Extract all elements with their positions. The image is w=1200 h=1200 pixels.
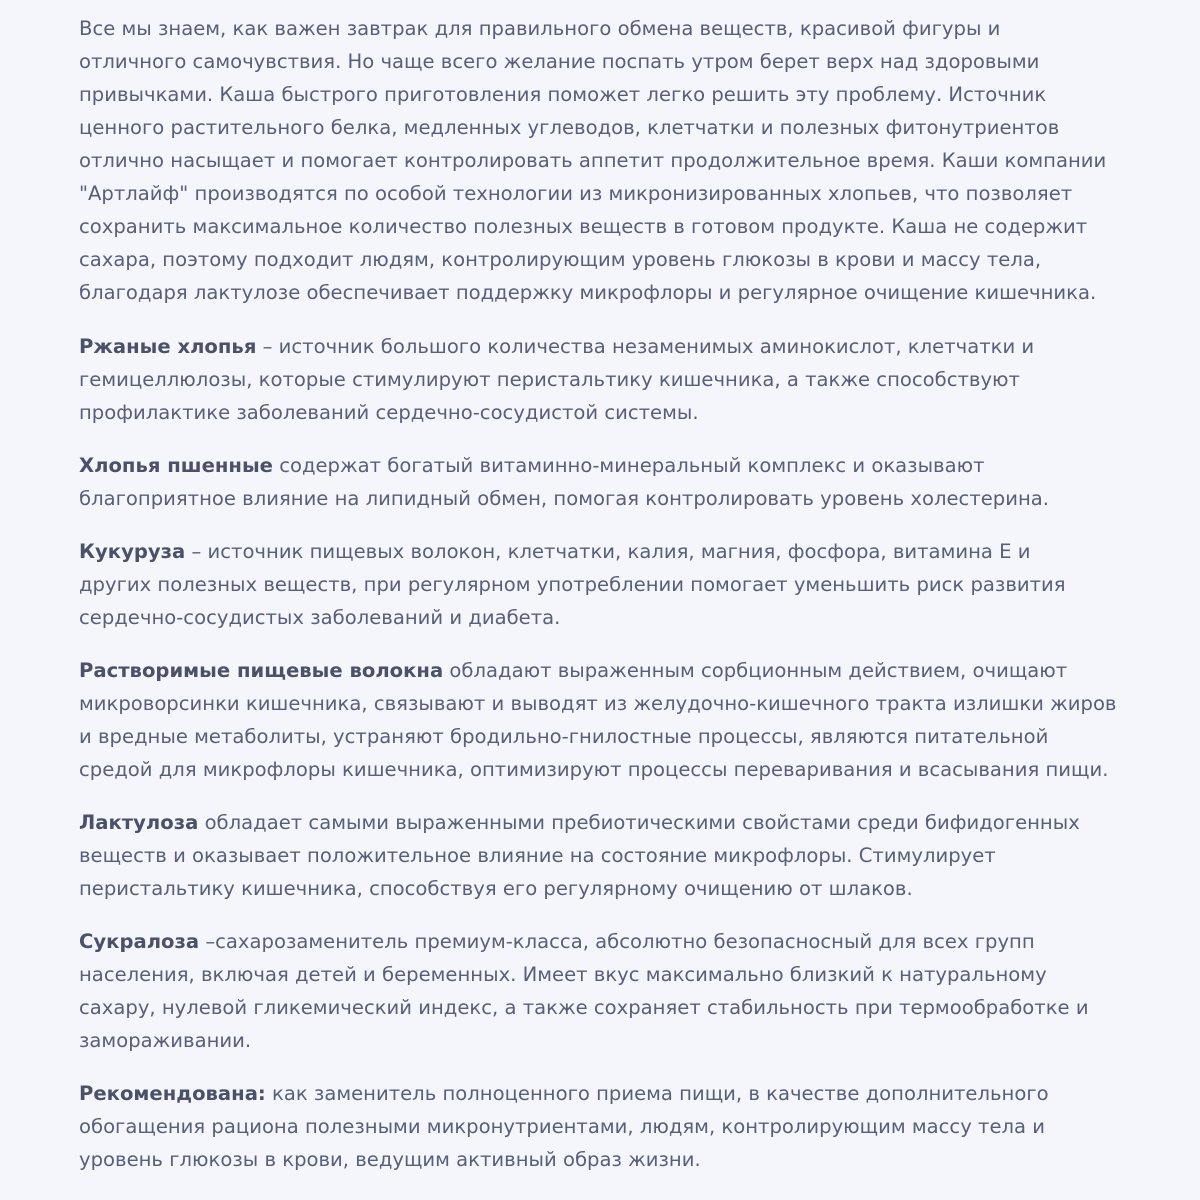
recommendation-term: Рекомендована: <box>79 1082 266 1105</box>
ingredient-description: – источник пищевых волокон, клетчатки, калия, магния, фосфора, витамина Е и других полезных веществ, при регулярном употреблении помогает уменьшить риск развития сердечно-сосудистых заболеваний и диабета. <box>79 540 1066 629</box>
ingredient-sucralose <box>79 925 1119 1057</box>
ingredient-rye-flakes <box>79 330 1119 429</box>
ingredient-description: содержат богатый витаминно-минеральный комплекс и оказывают благоприятное влияние на липидный обмен, помогая контролировать уровень холестерина. <box>79 454 1050 510</box>
recommendation-paragraph <box>79 1077 1119 1176</box>
ingredient-term: Ржаные хлопья <box>79 335 257 358</box>
ingredient-corn <box>79 535 1119 634</box>
ingredient-term: Кукуруза <box>79 540 186 563</box>
ingredient-description: обладают выраженным сорбционным действием, очищают микроворсинки кишечника, связывают и выводят из желудочно-кишечного тракта излишки жиров и вредные метаболиты, устраняют бродильно-гнилостные процессы, являются питательной средой для микрофлоры кишечника, оптимизируют процессы переваривания и всасывания пищи. <box>79 659 1117 781</box>
ingredient-soluble-fiber <box>79 654 1119 786</box>
ingredient-millet-flakes <box>79 449 1119 515</box>
ingredient-term: Хлопья пшенные <box>79 454 273 477</box>
intro-paragraph: Все мы знаем, как важен завтрак для правильного обмена веществ, красивой фигуры и отличного самочувствия. Но чаще всего желание поспать утром берет верх над здоровыми привычками. Каша быстрого приготовления поможет легко решить эту проблему. Источник ценного растительного белка, медленных углеводов, клетчатки и полезных фитонутриентов отлично насыщает и помогает контролировать аппетит продолжительное время. Каши компании "Артлайф" производятся по особой технологии из микронизированных хлопьев, что позволяет сохранить максимальное количество полезных веществ в готовом продукте. Каша не содержит сахара, поэтому подходит людям, контролирующим уровень глюкозы в крови и массу тела, благодаря лактулозе обеспечивает поддержку микрофлоры и регулярное очищение кишечника. <box>79 17 1107 304</box>
ingredient-lactulose <box>79 806 1119 905</box>
recommendation-description: как заменитель полноценного приема пищи, в качестве дополнительного обогащения рациона полезными микронутриентами, людям, контролирующим массу тела и уровень глюкозы в крови, ведущим активный образ жизни. <box>79 1082 1049 1171</box>
ingredient-description: – источник большого количества незаменимых аминокислот, клетчатки и гемицеллюлозы, которые стимулируют перистальтику кишечника, а также способствуют профилактике заболеваний сердечно-сосудистой системы. <box>79 335 1035 424</box>
ingredient-term: Лактулоза <box>79 811 199 834</box>
ingredient-description: обладает самыми выраженными пребиотическими свойстами среди бифидогенных веществ и оказывает положительное влияние на состояние микрофлоры. Стимулирует перистальтику кишечника, способствуя его регулярному очищению от шлаков. <box>79 811 1080 900</box>
article-body <box>79 12 1119 1196</box>
ingredient-term: Растворимые пищевые волокна <box>79 659 444 682</box>
ingredient-term: Сукралоза <box>79 930 200 953</box>
ingredient-description: –сахарозаменитель премиум-класса, абсолютно безопасносный для всех групп населения, включая детей и беременных. Имеет вкус максимально близкий к натуральному сахару, нулевой гликемический индекс, а также сохраняет стабильность при термообработке и замораживании. <box>79 930 1089 1052</box>
